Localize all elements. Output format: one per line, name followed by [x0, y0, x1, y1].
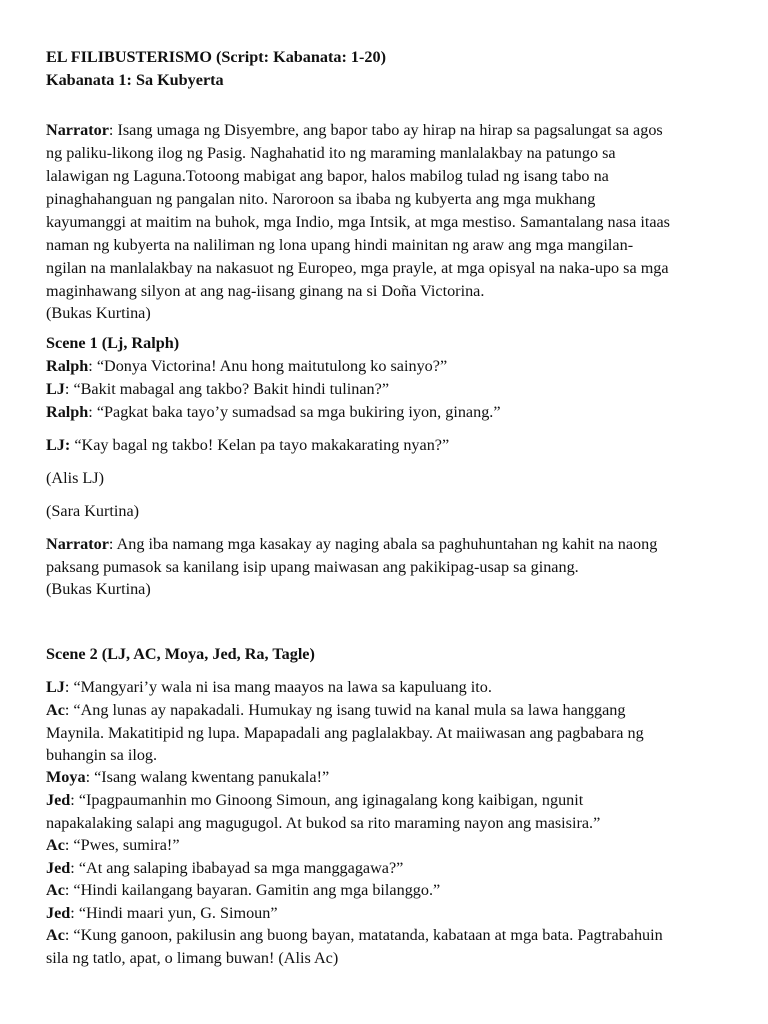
dialogue-text: : “Bakit mabagal ang takbo? Bakit hindi tulinan?” — [64, 380, 390, 398]
intro-line-3: lalawigan ng Laguna.Totoong mabigat ang bapor, halos mabilog tulad ng isang tabo na — [46, 167, 609, 185]
scene-1-heading: Scene 1 (Lj, Ralph) — [46, 334, 180, 352]
speaker-name: LJ: — [46, 436, 71, 454]
stage-direction: (Bukas Kurtina) — [46, 580, 151, 598]
dialogue-line — [46, 924, 663, 947]
document-title: EL FILIBUSTERISMO (Script: Kabanata: 1-20) — [46, 48, 386, 66]
speaker-name: Ac — [46, 926, 65, 944]
dialogue-line — [46, 857, 403, 880]
intro-line-6: naman ng kubyerta na naliliman ng lona upang hindi mainitan ng araw ang mga mangilan- — [46, 236, 634, 254]
speaker-name: Ralph — [46, 403, 89, 421]
dialogue-line-cont: napakalaking salapi ang magugugol. At bukod sa rito maraming nayon ang masisira.” — [46, 814, 601, 832]
intro-line-8: maginhawang silyon at ang nag-iisang ginang na si Doña Victorina. — [46, 282, 485, 300]
intro-line-1 — [46, 119, 663, 142]
stage-direction: (Alis LJ) — [46, 469, 104, 487]
dialogue-line — [46, 699, 625, 722]
speaker-name: Moya — [46, 768, 86, 786]
dialogue-text: : Isang umaga ng Disyembre, ang bapor tabo ay hirap na hirap sa pagsalungat sa agos — [108, 121, 663, 139]
dialogue-text: : “Pagkat baka tayo’y sumadsad sa mga bukiring iyon, ginang.” — [88, 403, 501, 421]
dialogue-text: : “Pwes, sumira!” — [64, 836, 180, 854]
narrator-line — [46, 533, 657, 556]
dialogue-line-cont: sila ng tatlo, apat, o limang buwan! (Alis Ac) — [46, 949, 339, 967]
speaker-name: LJ — [46, 380, 65, 398]
dialogue-line — [46, 378, 389, 401]
dialogue-line — [46, 789, 583, 812]
dialogue-text: “Kay bagal ng takbo! Kelan pa tayo makakarating nyan?” — [70, 436, 450, 454]
speaker-name: LJ — [46, 678, 65, 696]
dialogue-line-cont: Maynila. Makatitipid ng lupa. Mapapadali ang paglalakbay. At maiiwasan ang pagbabara ng — [46, 724, 644, 742]
speaker-name: Narrator — [46, 121, 109, 139]
speaker-name: Jed — [46, 904, 71, 922]
intro-line-7: ngilan na manlalakbay na nakasuot ng Europeo, mga prayle, at mga opisyal na naka-upo sa mga — [46, 259, 669, 277]
dialogue-line — [46, 434, 449, 457]
stage-direction: (Sara Kurtina) — [46, 502, 140, 520]
dialogue-line — [46, 355, 447, 378]
dialogue-line — [46, 879, 440, 902]
speaker-name: Ac — [46, 701, 65, 719]
dialogue-text: : “Hindi kailangang bayaran. Gamitin ang mga bilanggo.” — [64, 881, 441, 899]
intro-line-2: ng paliku-likong ilog ng Pasig. Naghahatid ito ng maraming manlalakbay na patungo sa — [46, 144, 616, 162]
speaker-name: Jed — [46, 791, 71, 809]
dialogue-text: : “Kung ganoon, pakilusin ang buong bayan, matatanda, kabataan at mga bata. Pagtrabahuin — [64, 926, 663, 944]
intro-line-4: pinaghahanguan ng pangalan nito. Naroroon sa ibaba ng kubyerta ang mga mukhang — [46, 190, 596, 208]
dialogue-line — [46, 766, 329, 789]
stage-direction: (Bukas Kurtina) — [46, 304, 151, 322]
speaker-name: Jed — [46, 859, 71, 877]
dialogue-line — [46, 834, 180, 857]
dialogue-text: : “Ipagpaumanhin mo Ginoong Simoun, ang iginagalang kong kaibigan, ngunit — [70, 791, 584, 809]
dialogue-text: : “At ang salaping ibabayad sa mga manggagawa?” — [70, 859, 404, 877]
dialogue-text: : “Hindi maari yun, G. Simoun” — [70, 904, 278, 922]
dialogue-text: : “Mangyari’y wala ni isa mang maayos na lawa sa kapuluang ito. — [64, 678, 492, 696]
dialogue-line — [46, 902, 278, 925]
dialogue-line — [46, 401, 501, 424]
dialogue-text: : “Isang walang kwentang panukala!” — [85, 768, 330, 786]
narrator-line-cont: paksang pumasok sa kanilang isip upang maiwasan ang pakikipag-usap sa ginang. — [46, 558, 579, 576]
dialogue-text: : “Donya Victorina! Anu hong maitutulong ko sainyo?” — [88, 357, 448, 375]
speaker-name: Narrator — [46, 535, 109, 553]
dialogue-line — [46, 676, 492, 699]
dialogue-text: : Ang iba namang mga kasakay ay naging abala sa paghuhuntahan ng kahit na naong — [108, 535, 658, 553]
speaker-name: Ac — [46, 836, 65, 854]
intro-line-5: kayumanggi at maitim na buhok, mga Indio, mga Intsik, at mga mestiso. Samantalang nasa itaas — [46, 213, 670, 231]
speaker-name: Ac — [46, 881, 65, 899]
dialogue-text: : “Ang lunas ay napakadali. Humukay ng isang tuwid na kanal mula sa lawa hanggang — [64, 701, 626, 719]
dialogue-line-cont: buhangin sa ilog. — [46, 746, 158, 764]
scene-2-heading: Scene 2 (LJ, AC, Moya, Jed, Ra, Tagle) — [46, 645, 315, 663]
chapter-heading: Kabanata 1: Sa Kubyerta — [46, 71, 224, 89]
speaker-name: Ralph — [46, 357, 89, 375]
